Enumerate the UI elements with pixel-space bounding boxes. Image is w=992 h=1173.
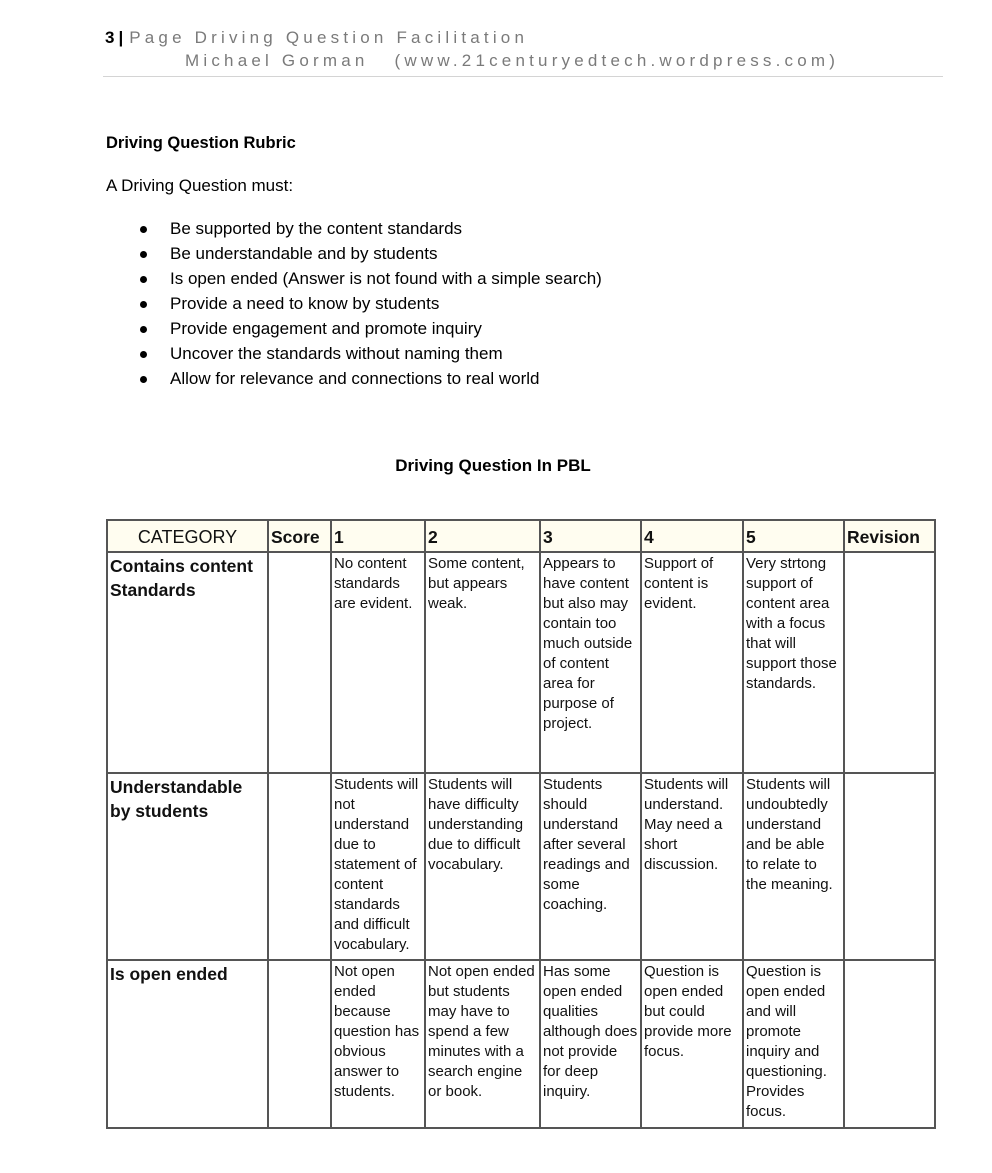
bullet-icon: [140, 226, 147, 233]
level-1-cell: Students will not understand due to statement of content standards and difficult vocabulary.: [331, 773, 425, 960]
column-header-3: 3: [540, 520, 641, 552]
rubric-title-text: Driving Question In PBL: [395, 456, 591, 475]
table-row: [107, 773, 935, 960]
requirements-list: [140, 219, 602, 394]
list-item: [140, 294, 602, 319]
list-item-text: Be supported by the content standards: [170, 219, 463, 238]
category-cell: Is open ended: [107, 960, 268, 1128]
header-line-1: [105, 27, 943, 49]
header-title: Page Driving Question Facilitation: [129, 28, 529, 47]
bullet-icon: [140, 251, 147, 258]
level-3-cell: Appears to have content but also may contain too much outside of content area for purpose of project.: [540, 552, 641, 773]
column-header-revision: Revision: [844, 520, 935, 552]
level-5-cell: Very strtong support of content area with a focus that will support those standards.: [743, 552, 844, 773]
table-row: [107, 960, 935, 1128]
bullet-icon: [140, 351, 147, 358]
level-2-cell: Students will have difficulty understanding due to difficult vocabulary.: [425, 773, 540, 960]
revision-cell[interactable]: [844, 552, 935, 773]
level-3-cell: Students should understand after several readings and some coaching.: [540, 773, 641, 960]
header-author: Michael Gorman: [185, 51, 369, 70]
column-header-category: CATEGORY: [107, 520, 268, 552]
column-header-5: 5: [743, 520, 844, 552]
page-header: [105, 27, 943, 73]
rubric-table: [106, 519, 936, 1129]
level-1-cell: Not open ended because question has obvious answer to students.: [331, 960, 425, 1128]
revision-cell[interactable]: [844, 773, 935, 960]
page-number: 3: [105, 28, 115, 47]
category-cell: Contains content Standards: [107, 552, 268, 773]
column-header-score: Score: [268, 520, 331, 552]
score-cell[interactable]: [268, 960, 331, 1128]
level-4-cell: Support of content is evident.: [641, 552, 743, 773]
section-title: Driving Question Rubric: [106, 134, 296, 152]
header-site: (www.21centuryedtech.wordpress.com): [394, 51, 840, 70]
intro-text: A Driving Question must:: [106, 176, 294, 195]
level-4-cell: Students will understand. May need a short discussion.: [641, 773, 743, 960]
bullet-icon: [140, 301, 147, 308]
list-item: [140, 244, 602, 269]
list-item-text: Provide engagement and promote inquiry: [170, 319, 482, 338]
list-item-text: Allow for relevance and connections to real world: [170, 369, 540, 388]
header-separator: |: [118, 28, 124, 47]
level-3-cell: Has some open ended qualities although does not provide for deep inquiry.: [540, 960, 641, 1128]
column-header-2: 2: [425, 520, 540, 552]
table-row: [107, 552, 935, 773]
bullet-icon: [140, 326, 147, 333]
level-1-cell: No content standards are evident.: [331, 552, 425, 773]
level-5-cell: Students will undoubtedly understand and be able to relate to the meaning.: [743, 773, 844, 960]
list-item-text: Be understandable and by students: [170, 244, 438, 263]
score-cell[interactable]: [268, 552, 331, 773]
bullet-icon: [140, 276, 147, 283]
score-cell[interactable]: [268, 773, 331, 960]
bullet-icon: [140, 376, 147, 383]
list-item-text: Uncover the standards without naming them: [170, 344, 503, 363]
list-item: [140, 319, 602, 344]
table-header-row: [107, 520, 935, 552]
revision-cell[interactable]: [844, 960, 935, 1128]
list-item: [140, 344, 602, 369]
list-item: [140, 369, 602, 394]
list-item-text: Is open ended (Answer is not found with a simple search): [170, 269, 602, 288]
column-header-1: 1: [331, 520, 425, 552]
list-item: [140, 219, 602, 244]
level-5-cell: Question is open ended and will promote inquiry and questioning. Provides focus.: [743, 960, 844, 1128]
level-2-cell: Not open ended but students may have to spend a few minutes with a search engine or book.: [425, 960, 540, 1128]
header-divider: [103, 76, 943, 77]
list-item-text: Provide a need to know by students: [170, 294, 440, 313]
header-line-2: [105, 49, 943, 73]
list-item: [140, 269, 602, 294]
column-header-4: 4: [641, 520, 743, 552]
category-cell: Understandable by students: [107, 773, 268, 960]
level-2-cell: Some content, but appears weak.: [425, 552, 540, 773]
rubric-title: [0, 456, 992, 476]
level-4-cell: Question is open ended but could provide more focus.: [641, 960, 743, 1128]
